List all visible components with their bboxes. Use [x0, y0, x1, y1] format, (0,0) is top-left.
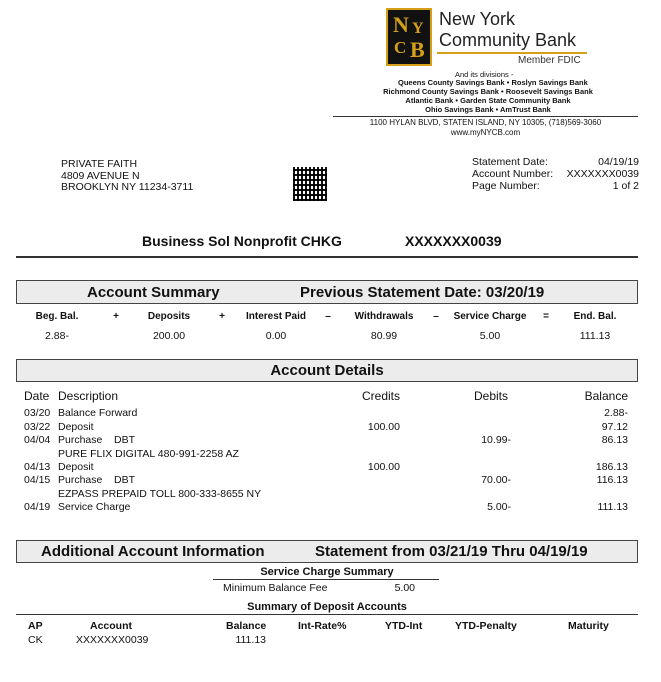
transaction-date: 04/04 — [24, 434, 51, 446]
summary-operator: + — [219, 311, 225, 322]
summary-header: Deposits — [147, 311, 191, 322]
customer-city: BROOKLYN NY 11234-3711 — [61, 181, 194, 193]
service-charge-summary-rule — [213, 579, 439, 580]
customer-street: 4809 AVENUE N — [61, 170, 140, 182]
page-number-value: 1 of 2 — [612, 180, 639, 192]
transaction-description: Balance Forward — [58, 407, 138, 419]
deposit-account: XXXXXXX0039 — [76, 634, 149, 646]
transaction-description: Purchase DBT — [58, 434, 136, 446]
account-title-number: XXXXXXX0039 — [405, 233, 502, 249]
transaction-date: 04/15 — [24, 474, 51, 486]
ending-balance: 111.13 — [579, 330, 611, 342]
deposit-col-int-rate: Int-Rate% — [298, 620, 347, 632]
transaction-date: 03/22 — [24, 421, 51, 433]
customer-name: PRIVATE FAITH — [61, 158, 138, 170]
deposit-col-ytd-penalty: YTD-Penalty — [455, 620, 517, 632]
summary-header: End. Bal. — [573, 311, 617, 322]
beginning-balance: 2.88- — [45, 330, 69, 342]
transaction-balance: 111.13 — [597, 501, 628, 513]
statement-period: Statement from 03/21/19 Thru 04/19/19 — [315, 543, 588, 560]
min-balance-fee-label: Minimum Balance Fee — [223, 582, 328, 594]
bank-header-rule — [333, 116, 638, 117]
bank-address: 1100 HYLAN BLVD, STATEN ISLAND, NY 10305, (718)569-3060 — [369, 118, 602, 127]
deposit-col-ytd-int: YTD-Int — [385, 620, 423, 632]
col-header-description: Description — [58, 389, 119, 403]
service-charge-total: 5.00 — [479, 330, 501, 342]
deposits-total: 200.00 — [152, 330, 186, 342]
transaction-description: PURE FLIX DIGITAL 480-991-2258 AZ — [58, 448, 239, 460]
bank-name-underline — [437, 52, 587, 54]
bank-name-line1: New York — [439, 9, 516, 29]
col-header-credits: Credits — [361, 389, 400, 403]
transaction-date: 04/13 — [24, 461, 51, 473]
deposit-summary-rule — [16, 614, 638, 615]
col-header-date: Date — [24, 389, 50, 403]
division-line-3: Atlantic Bank • Garden State Community Bank — [405, 96, 571, 105]
deposit-col-balance: Balance — [226, 620, 267, 632]
logo-letter-y: Y — [412, 20, 424, 37]
transaction-description: EZPASS PREPAID TOLL 800-333-8655 NY — [58, 488, 262, 500]
additional-info-header — [16, 540, 638, 563]
interest-paid: 0.00 — [265, 330, 287, 342]
logo-letter-c: C — [394, 38, 407, 57]
transaction-debit: 10.99- — [481, 434, 511, 446]
division-line-1: Queens County Savings Bank • Roslyn Savings Bank — [398, 78, 588, 87]
deposit-balance: 111.13 — [235, 634, 266, 646]
summary-header: Beg. Bal. — [35, 311, 79, 322]
bank-logo — [386, 8, 432, 66]
statement-date-label: Statement Date: — [472, 156, 548, 168]
transaction-balance: 116.13 — [596, 474, 628, 486]
transaction-description: Purchase DBT — [58, 474, 136, 486]
col-header-debits: Debits — [473, 389, 508, 403]
transaction-description: Deposit — [58, 421, 94, 433]
division-line-2: Richmond County Savings Bank • Roosevelt Savings Bank — [383, 87, 593, 96]
transaction-debit: 5.00- — [487, 501, 511, 513]
transaction-balance: 86.13 — [601, 434, 628, 446]
account-number-value: XXXXXXX0039 — [566, 168, 639, 180]
account-number-label: Account Number: — [472, 168, 554, 180]
transaction-description: Service Charge — [58, 501, 131, 513]
summary-operator: – — [325, 311, 331, 322]
statement-date-value: 04/19/19 — [598, 156, 639, 168]
transaction-credit: 100.00 — [367, 421, 400, 433]
divisions-intro: And its divisions - — [455, 70, 514, 79]
summary-operator: = — [543, 311, 549, 322]
summary-operator: + — [113, 311, 119, 322]
additional-info-title: Additional Account Information — [41, 543, 265, 560]
account-summary-header — [16, 280, 638, 304]
summary-header: Interest Paid — [245, 311, 307, 322]
member-fdic: Member FDIC — [518, 55, 581, 66]
logo-letter-b: B — [410, 37, 425, 62]
transaction-description: Deposit — [58, 461, 94, 473]
transaction-credit: 100.00 — [367, 461, 400, 473]
service-charge-summary-title: Service Charge Summary — [260, 566, 394, 578]
summary-operator: – — [433, 311, 439, 322]
division-line-4: Ohio Savings Bank • AmTrust Bank — [425, 105, 551, 114]
account-summary-title: Account Summary — [87, 284, 220, 301]
bank-website: www.myNYCB.com — [450, 128, 521, 137]
transaction-balance: 2.88- — [604, 407, 628, 419]
title-rule — [16, 256, 638, 258]
barcode-image — [293, 167, 327, 201]
summary-header: Service Charge — [453, 311, 527, 322]
deposit-col-maturity: Maturity — [568, 620, 609, 632]
page-number-label: Page Number: — [472, 180, 540, 192]
transaction-date: 04/19 — [24, 501, 51, 513]
deposit-col-account: Account — [90, 620, 132, 632]
account-type-title: Business Sol Nonprofit CHKG — [142, 233, 342, 249]
deposit-ap: CK — [28, 634, 43, 646]
transaction-balance: 97.12 — [601, 421, 628, 433]
transaction-debit: 70.00- — [481, 474, 511, 486]
summary-header: Withdrawals — [354, 311, 414, 322]
deposit-col-ap: AP — [28, 620, 43, 632]
withdrawals-total: 80.99 — [370, 330, 398, 342]
min-balance-fee-value: 5.00 — [394, 582, 415, 594]
logo-letter-n: N — [393, 12, 409, 37]
previous-statement-date: Previous Statement Date: 03/20/19 — [300, 284, 545, 301]
bank-name-line2: Community Bank — [439, 30, 577, 50]
deposit-summary-title: Summary of Deposit Accounts — [247, 601, 407, 613]
transaction-date: 03/20 — [24, 407, 51, 419]
transaction-balance: 186.13 — [595, 461, 628, 473]
col-header-balance: Balance — [584, 389, 628, 403]
account-details-title: Account Details — [270, 362, 384, 379]
account-details-header — [16, 359, 638, 382]
